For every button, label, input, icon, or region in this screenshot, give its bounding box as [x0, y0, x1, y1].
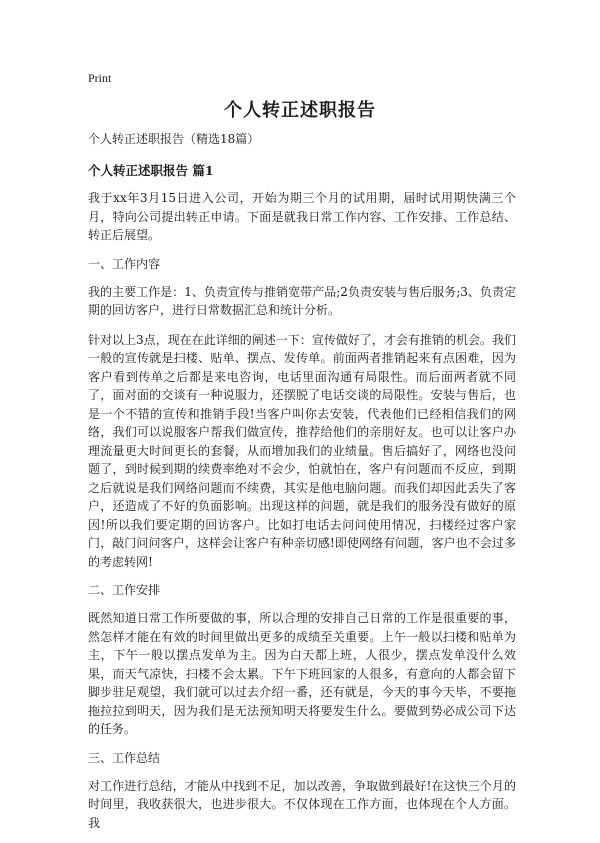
print-link[interactable]: Print: [88, 71, 112, 85]
section-heading-work-arrangement: 二、工作安排: [88, 583, 161, 597]
document-title: 个人转正述职报告: [224, 100, 376, 121]
chapter-heading: 个人转正述职报告 篇1: [88, 163, 214, 178]
document-subtitle: 个人转正述职报告（精选18篇）: [88, 132, 260, 146]
paragraph: 我的主要工作是：1、负责宣传与推销宽带产品;2负责安装与售后服务;3、负责定期的回访客户，进行日常数据汇总和统计分析。: [88, 284, 516, 317]
paragraph: 对工作进行总结，才能从中找到不足，加以改善，争取做到最好!在这快三个月的时间里，我收获很大，也进步很大。不仅体现在工作方面，也体现在个人方面。我: [88, 778, 516, 830]
document-body: [88, 131, 516, 843]
intro-paragraph: 我于xx年3月15日进入公司，开始为期三个月的试用期，届时试用期快满三个月，特向公司提出转正申请。下面是就我日常工作内容、工作安排、工作总结、转正后展望。: [88, 191, 516, 242]
section-heading-work-content: 一、工作内容: [88, 256, 161, 271]
paragraph: 针对以上3点，现在在此详细的阐述一下：宣传做好了，才会有推销的机会。我们一般的宣传就是扫楼、贴单、摆点、发传单。前面两者推销起来有点困难，因为客户看到传单之后都是来电咨询，电话里面沟通有局限性。而后面两者就不同了，面对面的交谈有一种说服力，还摆脱了电话交谈的局限性。安装与售后，也是一个不错的宣传和推销手段!当客户叫你去安装，代表他们已经相信我们的网络，我们可以说服客户帮我们做宣传，推荐给他们的亲朋好友。也可以让客户办理流量更大时间更长的套餐，从而增加我们的业绩量。售后搞好了，网络也没问题了，到时候到期的续费率绝对不会少，怕就怕在，客户有问题而不反应，到期之后就说是我们网络问题而不续费，其实是他电脑问题。而我们却因此丢失了客户，还造成了不好的负面影响。出现这样的问题，就是我们的服务没有做好的原因!所以我们要定期的回访客户。比如打电话去问问使用情况，扫楼经过客户家门，敲门问问客户，这样会让客户有种亲切感!即使网络有问题，客户也不会过多的考虑转网!: [88, 332, 516, 569]
paragraph: 既然知道日常工作所要做的事，所以合理的安排自己日常的工作是很重要的事，然怎样才能在有效的时间里做出更多的成绩至关重要。上午一般以扫楼和贴单为主，下午一般以摆点发单为主。因为白天都上班，人很少，摆点发单没什么效果，而天气凉快，扫楼不会太累。下午下班回家的人很多，有意向的人都会留下脚步驻足观望，我们就可以过去介绍一番，还有就是，今天的事今天毕，不要拖拖拉拉到明天，因为我们是无法预知明天将要发生什么。要做到势必成公司下达的任务。: [88, 611, 516, 736]
section-heading-work-summary: 三、工作总结: [88, 750, 161, 765]
